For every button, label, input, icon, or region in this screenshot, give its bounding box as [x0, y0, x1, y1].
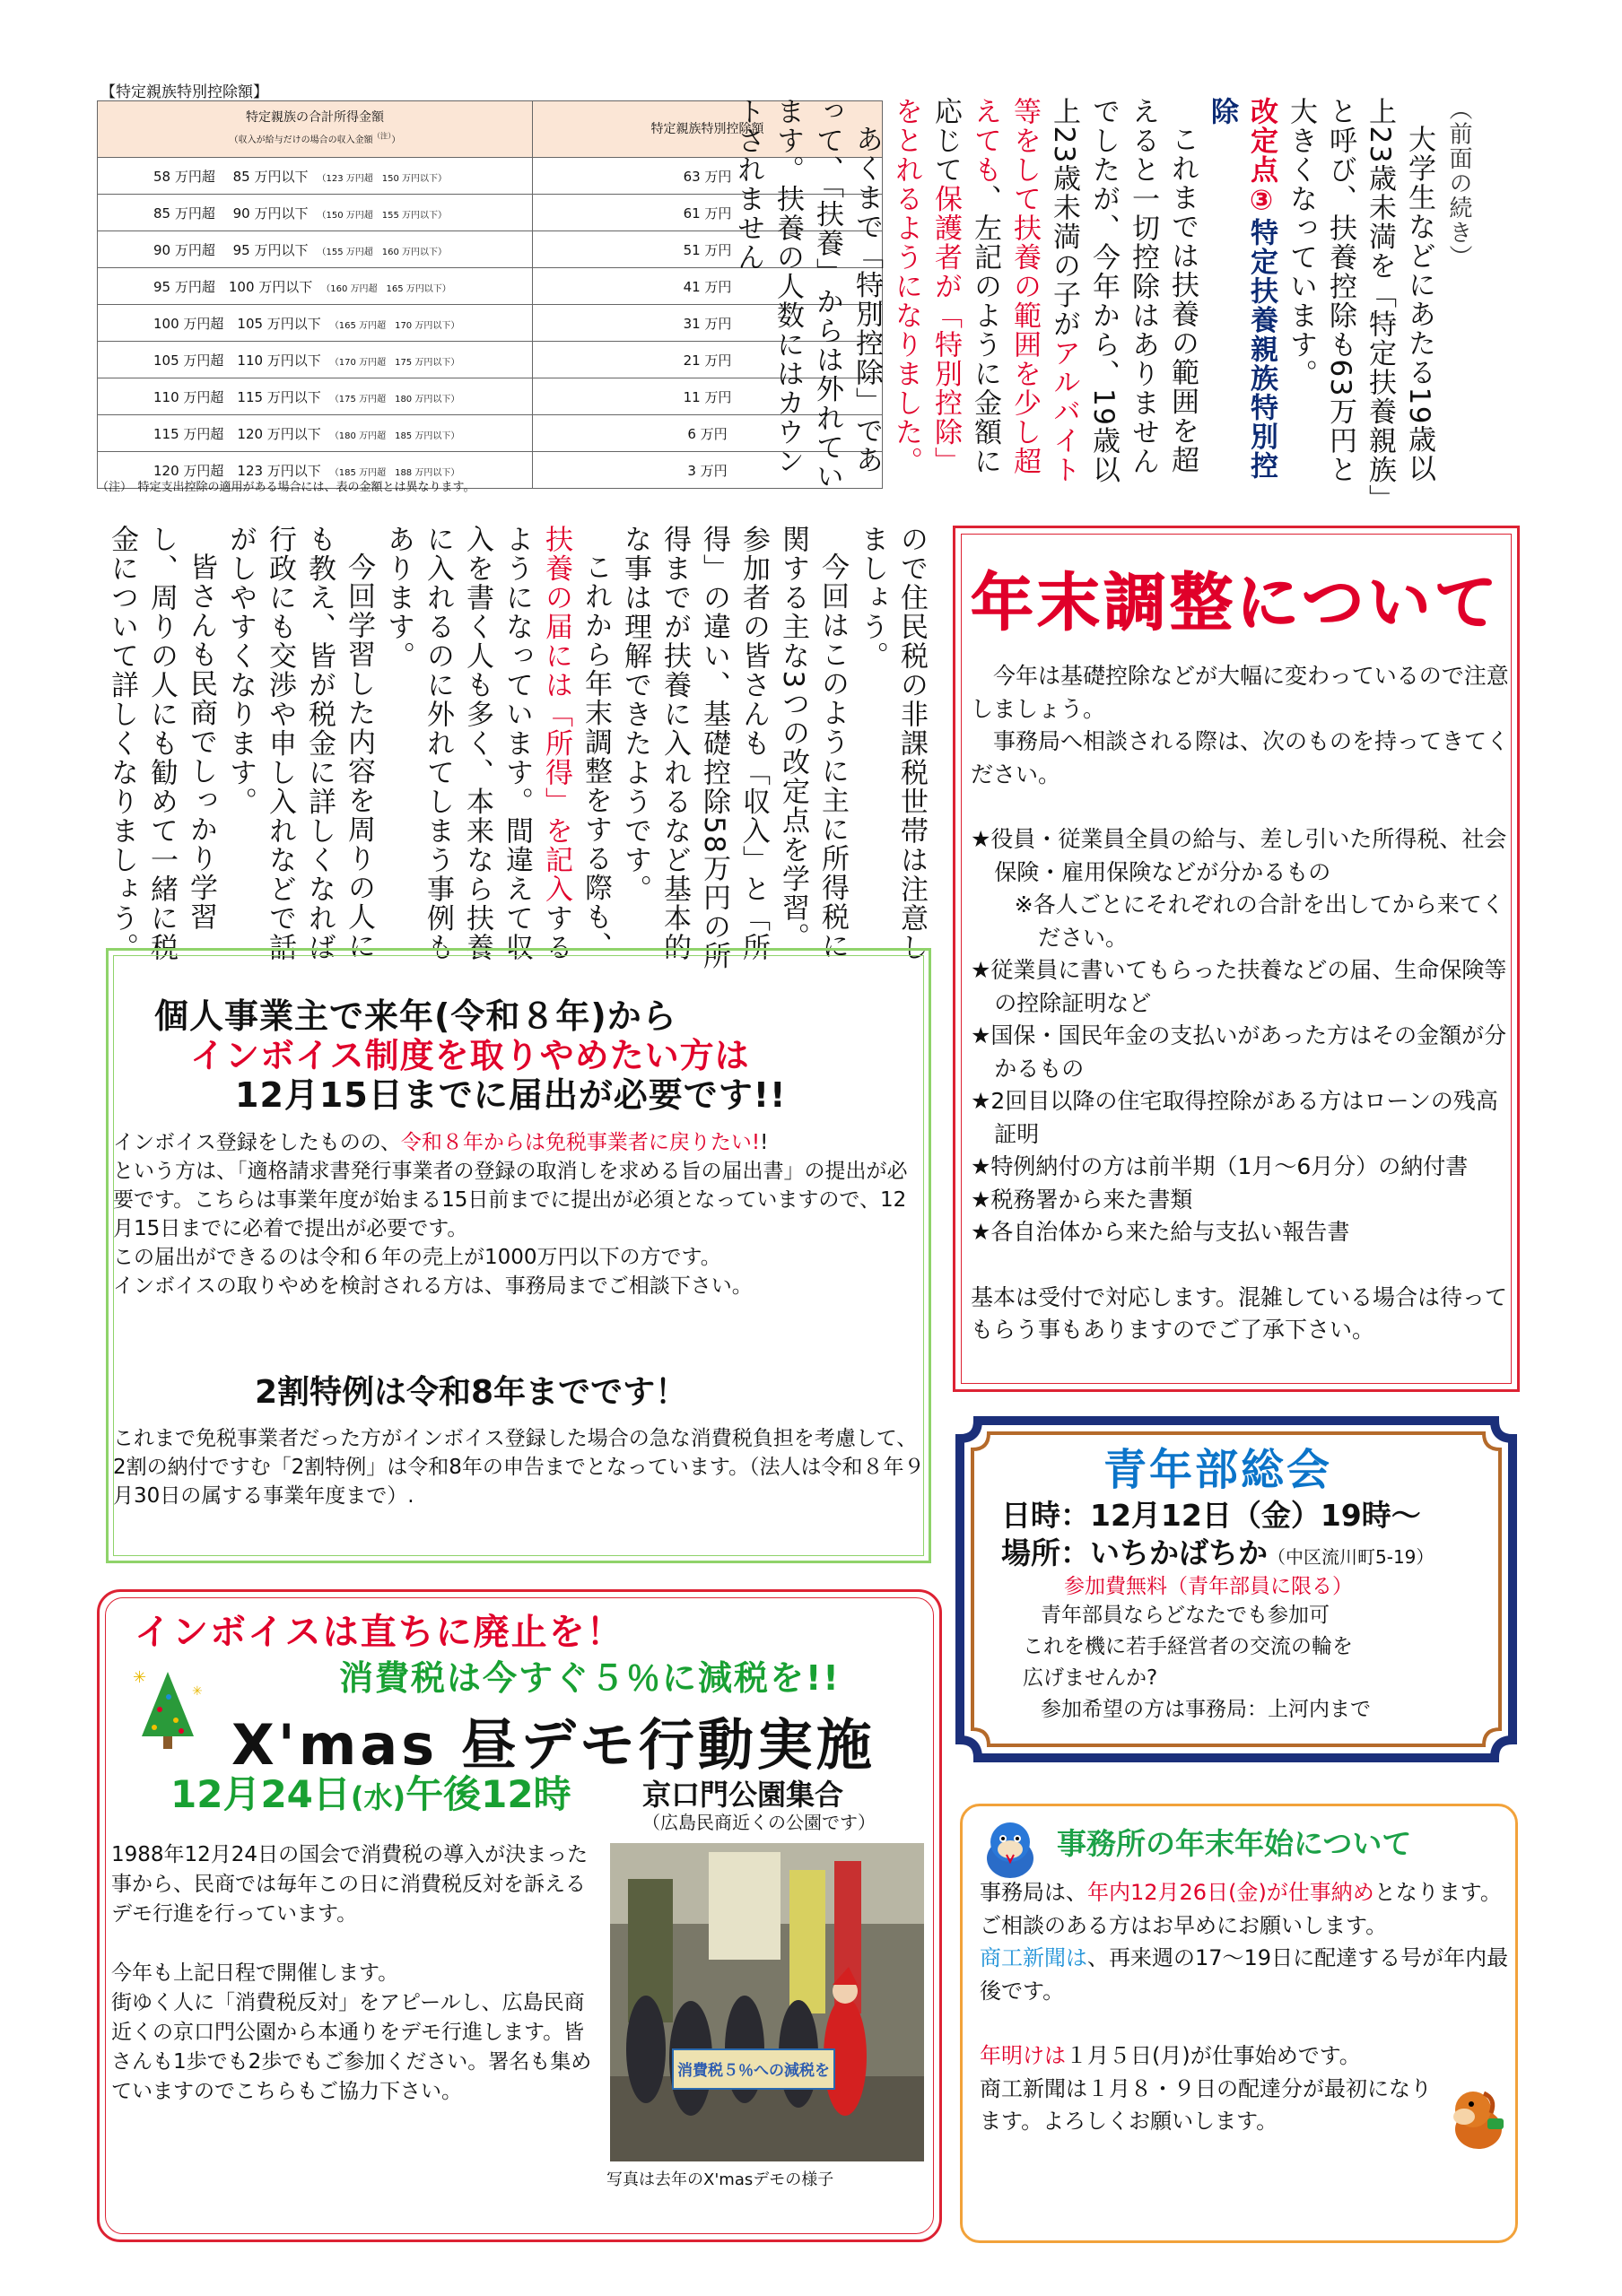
year-end-body — [971, 660, 1509, 1347]
year-end-intro-2: 事務局へ相談される際は、次のものを持ってきてください。 — [971, 728, 1510, 787]
demo-photo — [610, 1843, 924, 2161]
header-income: 特定親族の合計所得金額 （収入が給与だけの場合の収入金額$^{(注)}$） — [98, 101, 533, 158]
vertical-article-middle — [106, 525, 931, 973]
office-para-1: 事務局は、年内12月26日(金)が仕事納めとなります。ご相談のある方はお早めにお願いします。 — [980, 1880, 1502, 1938]
youth-meeting-body: 青年部員ならどなたでも参加可 これを機に若手経営者の交流の輪を 広げませんか? 参加希望の方は事務局：上河内まで — [1023, 1604, 1371, 1721]
demo-heading-2: 消費税は今すぐ５％に減税を!! — [339, 1658, 841, 1698]
deduction-income-cell: 120 万円超 123 万円以下 （185 万円超 188 万円以下） — [98, 452, 533, 489]
invoice-heading-3: 12月15日までに届出が必要です!! — [235, 1075, 787, 1115]
youth-meeting-place: 場所：いちかばちか（中区流川町5-19） — [1001, 1535, 1435, 1570]
year-end-item: ★従業員に書いてもらった扶養などの届、生命保険等の控除証明など — [971, 957, 1507, 1016]
svg-text:✳: ✳ — [133, 1668, 147, 1687]
youth-meeting-date: 日時：12月12日（金）19時～ — [1001, 1498, 1421, 1533]
invoice-line-3: この届出ができるのは令和６年の売上が1000万円以下の方です。 — [113, 1246, 721, 1269]
year-end-item: ★各自治体から来た給与支払い報告書 — [971, 1219, 1350, 1245]
year-end-title: 年末調整について — [971, 566, 1501, 639]
year-end-item: ★2回目以降の住宅取得控除がある方はローンの残高証明 — [971, 1088, 1498, 1147]
deduction-income-cell: 85 万円超 90 万円以下 （150 万円超 155 万円以下） — [98, 195, 533, 231]
mid-para-4: 皆さんも民商でしっかり学習し、周りの人にも勧めて一緒に税金について詳しくなりましょう。 — [106, 525, 217, 962]
youth-meeting-title: 青年部総会 — [1103, 1445, 1333, 1495]
demo-date: 12月24日(水)午後12時 — [170, 1772, 571, 1816]
deduction-income-cell: 58 万円超 85 万円以下 （123 万円超 150 万円以下） — [98, 158, 533, 195]
deduction-table-title: 【特定親族特別控除額】 — [100, 83, 268, 101]
svg-text:✳: ✳ — [192, 1684, 203, 1699]
demo-heading-3: X'mas 昼デモ行動実施 — [231, 1712, 876, 1778]
snake-mascot-icon — [976, 1815, 1044, 1883]
continued-label: （前面の続き） — [1445, 97, 1472, 270]
two-tenths-body: これまで免税事業者だった方がインボイス登録した場合の急な消費税負担を考慮して、2割の納付ですむ「2割特例」は令和8年の申告までとなっています。（法人は令和８年９月30日の属する事業年度まで）. — [113, 1427, 925, 1508]
mid-para-0: ので住民税の非課税世帯は注意しましょう。 — [856, 525, 928, 962]
office-para-4: 商工新聞は１月８・９日の配達分が最初になります。よろしくお願いします。 — [980, 2075, 1432, 2134]
year-end-item: ★特例納付の方は前半期（1月～6月分）の納付書 — [971, 1153, 1469, 1179]
office-holiday-body — [980, 1876, 1509, 2138]
youth-meeting-fee: 参加費無料（青年部員に限る） — [1064, 1575, 1353, 1598]
deduction-income-cell: 110 万円超 115 万円以下 （175 万円超 180 万円以下） — [98, 378, 533, 415]
demo-place: 京口門公園集合 — [642, 1778, 844, 1812]
mid-para-1: 今回はこのように主に所得税に関する主な3つの改定点を学習。参加者の皆さんも「収入」と「所得」の違い、基礎控除58万円の所得までが扶養に入れるなど基本的な事は理解できたようです。 — [619, 525, 849, 971]
deduction-amount-cell: 31 万円 — [533, 305, 883, 342]
deduction-amount-cell: 6 万円 — [533, 415, 883, 452]
invoice-line-4: インボイスの取りやめを検討される方は、事務局までご相談下さい。 — [113, 1274, 753, 1298]
horse-mascot-icon — [1441, 2083, 1513, 2154]
demo-body: 1988年12月24日の国会で消費税の導入が決まった事から、民商では毎年この日に消費税反対を訴えるデモ行進を行っています。 今年も上記日程で開催します。 街ゆく人に「消費税反対」をアピールし、広島民商近くの京口門公園から本通りをデモ行進します。皆さんも1歩でも2歩でもご参加ください。署名も集めていますのでこちらもご協力下さい。 — [111, 1843, 592, 2103]
demo-photo-caption: 写真は去年のX'masデモの様子 — [606, 2170, 834, 2189]
office-holiday-title: 事務所の年末年始について — [1057, 1826, 1412, 1861]
deduction-amount-cell: 61 万円 — [533, 195, 883, 231]
top-heading: 改定点③特定扶養親族特別控除 — [1206, 97, 1278, 481]
invoice-line-1: インボイス登録をしたものの、令和８年からは免税事業者に戻りたい!! — [113, 1131, 769, 1154]
year-end-item-note: ※各人ごとにそれぞれの合計を出してから来てください。 — [1014, 891, 1504, 951]
demo-place-sub: （広島民商近くの公園です） — [642, 1812, 876, 1833]
top-para-1: 大学生などにあたる19歳以上23歳未満を「特定扶養親族」と呼び、扶養控除も63万円と大きくなっています。 — [1285, 97, 1435, 500]
deduction-amount-cell: 51 万円 — [533, 231, 883, 268]
top-para-2: これまでは扶養の範囲を超えると一切控除はありませんでしたが、今年から、19歳以上23歳未満の子がアルバイト等をして扶養の範囲を少し超えても、左記のように金額に応じて保護者が「特別控除」をとれるようになりました。 — [890, 97, 1199, 485]
two-tenths-heading: 2割特例は令和8年までです！ — [255, 1374, 688, 1411]
deduction-income-cell: 90 万円超 95 万円以下 （155 万円超 160 万円以下） — [98, 231, 533, 268]
invoice-body — [113, 1128, 926, 1300]
deduction-income-cell: 105 万円超 110 万円以下 （170 万円超 175 万円以下） — [98, 342, 533, 378]
office-para-2: 商工新聞は、再来週の17～19日に配達する号が年内最後です。 — [980, 1945, 1509, 2004]
deduction-income-cell: 115 万円超 120 万円以下 （180 万円超 185 万円以下） — [98, 415, 533, 452]
invoice-heading-1: 個人事業主で来年(令和８年)から — [154, 996, 677, 1036]
deduction-table-note: （注） 特定支出控除の適用がある場合には、表の金額とは異なります。 — [97, 481, 475, 494]
office-para-3: 年明けは１月５日(月)が仕事始めです。 — [980, 2043, 1361, 2068]
demo-banner-text: 消費税５％への減税を — [677, 2062, 830, 2080]
demo-heading-1: インボイスは直ちに廃止を！ — [135, 1612, 624, 1653]
deduction-income-cell: 95 万円超 100 万円以下 （160 万円超 165 万円以下） — [98, 268, 533, 305]
invoice-line-2: という方は、「適格請求書発行事業者の登録の取消しを求める旨の届出書」の提出が必要です。こちらは事業年度が始まる15日前までに提出が必須となっていますので、12月15日までに必着で提出が必要です。 — [113, 1160, 908, 1240]
invoice-heading-2: インボイス制度を取りやめたい方は — [190, 1036, 750, 1075]
deduction-amount-cell: 41 万円 — [533, 268, 883, 305]
vertical-article-top — [728, 97, 1478, 502]
mid-para-2: これから年末調整をする際も、扶養の届には「所得」を記入するようになっています。間違えて収入を書く人も多く、本来なら扶養に入れるのに外れてしまう事例もあります。 — [382, 525, 612, 962]
mid-para-3: 今回学習した内容を周りの人にも教え、皆が税金に詳しくなれば行政にも交渉や申し入れなどで話がしやすくなります。 — [224, 525, 375, 962]
year-end-footer: 基本は受付で対応します。混雑している場合は待ってもらう事もありますのでご了承下さい。 — [971, 1283, 1508, 1343]
deduction-amount-cell: 3 万円 — [533, 452, 883, 489]
xmas-tree-icon — [127, 1665, 208, 1763]
year-end-item: ★国保・国民年金の支払いがあった方はその金額が分かるもの — [971, 1022, 1507, 1082]
deduction-amount-cell: 21 万円 — [533, 342, 883, 378]
top-para-3: あくまで「特別控除」であって、「扶養」からは外れています。扶養の人数にはカウントされません — [732, 97, 883, 491]
deduction-income-cell: 100 万円超 105 万円以下 （165 万円超 170 万円以下） — [98, 305, 533, 342]
header-amount: 特定親族特別控除額 — [533, 101, 883, 158]
year-end-item: ★税務署から来た書類 — [971, 1186, 1193, 1213]
year-end-item: ★役員・従業員全員の給与、差し引いた所得税、社会保険・雇用保険などが分かるもの — [971, 826, 1507, 885]
year-end-intro-1: 今年は基礎控除などが大幅に変わっているので注意しましょう。 — [971, 663, 1509, 722]
deduction-amount-cell: 11 万円 — [533, 378, 883, 415]
deduction-amount-cell: 63 万円 — [533, 158, 883, 195]
